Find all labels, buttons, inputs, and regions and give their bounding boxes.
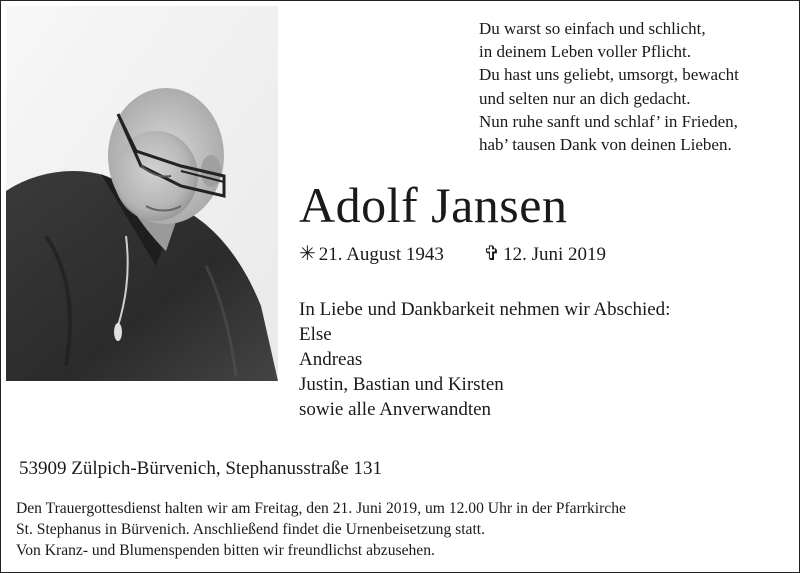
farewell-intro: In Liebe und Dankbarkeit nehmen wir Abschied: [299, 299, 671, 320]
mourner-name: Justin, Bastian und Kirsten [299, 374, 504, 395]
poem-line: Du hast uns geliebt, umsorgt, bewacht [479, 65, 739, 85]
poem-line: in deinem Leben voller Pflicht. [479, 42, 691, 62]
death-date: 12. Juni 2019 [503, 244, 607, 265]
birth-star-icon: ✳ [299, 243, 316, 265]
death-cross-icon: ✞ [483, 243, 501, 265]
mourner-name: Else [299, 324, 332, 345]
poem-line: Du warst so einfach und schlicht, [479, 19, 706, 38]
portrait-photo [6, 6, 278, 381]
poem-line: Nun ruhe sanft und schlaf’ in Frieden, [479, 111, 738, 131]
deceased-name: Adolf Jansen [299, 177, 568, 233]
life-dates [299, 242, 606, 267]
notice-line: Von Kranz- und Blumenspenden bitten wir freundlichst abzusehen. [16, 542, 435, 559]
mourner-name: Andreas [299, 349, 363, 370]
poem-line: und selten nur an dich gedacht. [479, 88, 691, 108]
farewell-block [299, 297, 670, 422]
service-notice [16, 498, 626, 561]
notice-line: St. Stephanus in Bürvenich. Anschließend findet die Urnenbeisetzung statt. [16, 521, 486, 538]
family-address: 53909 Zülpich-Bürvenich, Stephanusstraße 131 [19, 458, 383, 479]
notice-line: Den Trauergottesdienst halten wir am Freitag, den 21. Juni 2019, um 12.00 Uhr in der Pfarrkirche [16, 500, 626, 517]
birth-date: 21. August 1943 [318, 244, 444, 265]
memorial-poem [479, 17, 791, 156]
poem-line: hab’ tausen Dank von deinen Lieben. [479, 135, 732, 155]
mourner-name: sowie alle Anverwandten [299, 399, 492, 420]
